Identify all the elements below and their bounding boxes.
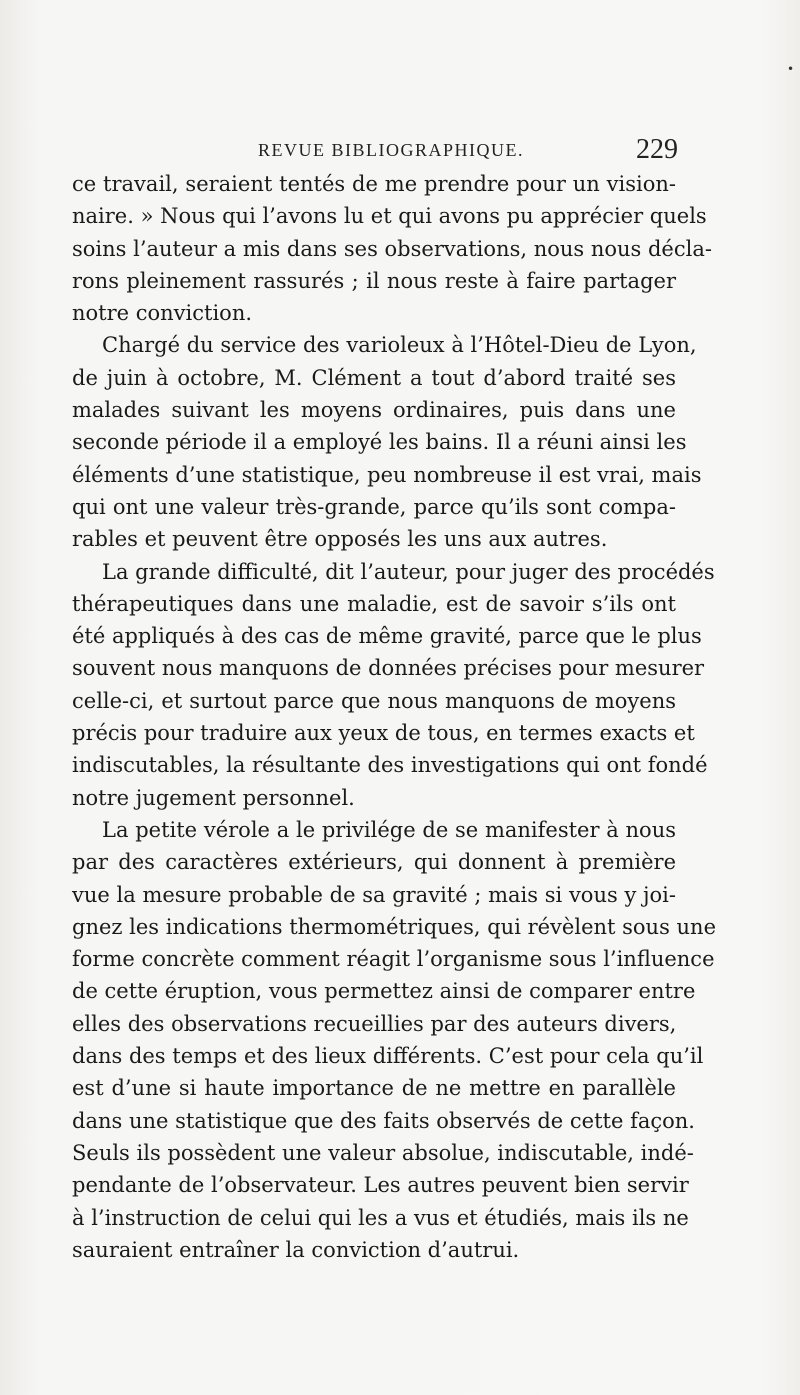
text-line: thérapeutiques dans une maladie, est de savoir s’ils ont xyxy=(72,591,676,616)
text-line: notre jugement personnel. xyxy=(72,785,355,810)
text-line: précis pour traduire aux yeux de tous, en termes exacts et xyxy=(72,721,695,746)
text-line: Chargé du service des varioleux à l’Hôtel-Dieu de Lyon, xyxy=(102,333,697,358)
text-line: celle-ci, et surtout parce que nous manquons de moyens xyxy=(72,688,676,713)
text-line: seconde période il a employé les bains. Il a réuni ainsi les xyxy=(72,430,687,455)
text-line: La grande difficulté, dit l’auteur, pour juger des procédés xyxy=(102,559,715,584)
paragraph-1 xyxy=(72,168,712,329)
paragraph-3 xyxy=(72,556,715,814)
text-line: malades suivant les moyens ordinaires, puis dans une xyxy=(72,398,676,423)
text-line: indiscutables, la résultante des investigations qui ont fondé xyxy=(72,753,708,778)
text-line: vue la mesure probable de sa gravité ; mais si vous y joi- xyxy=(72,882,676,907)
body-text xyxy=(72,168,717,1266)
text-line: ce travail, seraient tentés de me prendre pour un vision- xyxy=(72,172,676,196)
text-line: été appliqués à des cas de même gravité, parce que le plus xyxy=(72,624,702,649)
text-line: pendante de l’observateur. Les autres peuvent bien servir xyxy=(72,1173,689,1198)
text-line: éléments d’une statistique, peu nombreuse il est vrai, mais xyxy=(72,462,702,487)
paragraph-4 xyxy=(72,814,717,1266)
text-line: forme concrète comment réagit l’organisme sous l’influence xyxy=(72,947,715,972)
text-line: rons pleinement rassurés ; il nous reste à faire partager xyxy=(72,268,676,293)
text-line: par des caractères extérieurs, qui donnent à première xyxy=(72,850,676,875)
text-line: dans une statistique que des faits observés de cette façon. xyxy=(72,1108,695,1133)
page-number: 229 xyxy=(636,134,678,165)
text-line: Seuls ils possèdent une valeur absolue, indiscutable, indé- xyxy=(72,1140,694,1165)
text-line: soins l’auteur a mis dans ses observations, nous nous décla- xyxy=(72,236,712,261)
text-line: souvent nous manquons de données précises pour mesurer xyxy=(72,656,705,681)
text-line: à l’instruction de celui qui les a vus et étudiés, mais ils ne xyxy=(72,1205,689,1230)
running-head xyxy=(258,136,678,166)
text-line: dans des temps et des lieux différents. C’est pour cela qu’il xyxy=(72,1044,704,1069)
running-title: REVUE BIBLIOGRAPHIQUE. xyxy=(258,140,524,160)
paragraph-2 xyxy=(72,329,702,555)
text-line: gnez les indications thermométriques, qui révèlent sous une xyxy=(72,914,717,939)
text-line: est d’une si haute importance de ne mettre en parallèle xyxy=(72,1076,676,1101)
text-line: elles des observations recueillies par des auteurs divers, xyxy=(72,1011,677,1036)
text-line: sauraient entraîner la conviction d’autrui. xyxy=(72,1237,520,1262)
text-line: La petite vérole a le privilége de se manifester à nous xyxy=(102,817,676,842)
text-line: de cette éruption, vous permettez ainsi de comparer entre xyxy=(72,979,696,1004)
text-line: rables et peuvent être opposés les uns aux autres. xyxy=(72,527,608,552)
text-line: notre conviction. xyxy=(72,301,253,326)
text-line: de juin à octobre, M. Clément a tout d’abord traité ses xyxy=(72,365,676,390)
margin-mark: • xyxy=(787,62,795,76)
text-line: qui ont une valeur très-grande, parce qu’ils sont compa- xyxy=(72,494,676,519)
text-line: naire. » Nous qui l’avons lu et qui avons pu apprécier quels xyxy=(72,204,707,229)
